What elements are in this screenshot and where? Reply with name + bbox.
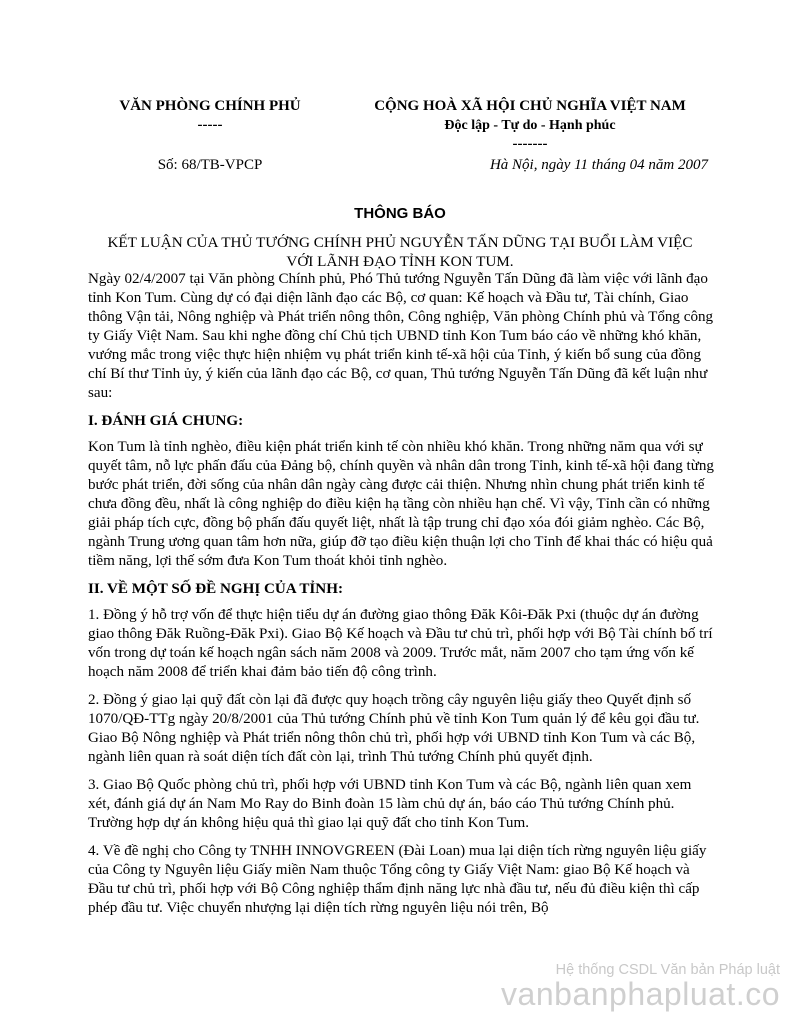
document-subtitle <box>88 233 712 271</box>
document-date: Hà Nội, ngày 11 tháng 04 năm 2007 <box>489 157 708 173</box>
issuing-agency-block <box>105 97 315 135</box>
document-title: THÔNG BÁO <box>354 205 446 222</box>
document-body <box>88 270 716 927</box>
section-2-heading: II. VỀ MỘT SỐ ĐỀ NGHỊ CỦA TỈNH: <box>88 581 343 597</box>
subtitle-line-2: VỚI LÃNH ĐẠO TỈNH KON TUM. <box>286 253 514 270</box>
section-1-paragraph: Kon Tum là tỉnh nghèo, điều kiện phát triển kinh tế còn nhiều khó khăn. Trong những năm qua với sự quyết tâm, nỗ lực phấn đấu của Đảng bộ, chính quyền và nhân dân trong Tỉnh, kinh tế-xã hội đang từng bước phát triển, đời sống của nhân dân ngày càng được cải thiện. Nhưng nhìn chung phát triển kinh tế chưa đồng đều, nhất là công nghiệp do điều kiện hạ tầng còn nhiều hạn chế. Vì vậy, Tỉnh cần có những giải pháp tích cực, đồng bộ phấn đấu quyết liệt, nhất là tập trung chỉ đạo xóa đói giảm nghèo. Các Bộ, ngành Trung ương quan tâm hơn nữa, giúp đỡ tạo điều kiện thuận lợi cho Tỉnh để khai thác có hiệu quả tiềm năng, lợi thế sớm đưa Kon Tum thoát khỏi tỉnh nghèo. <box>88 439 714 569</box>
section-1-heading: I. ĐÁNH GIÁ CHUNG: <box>88 413 244 429</box>
section-2-item-1: 1. Đồng ý hỗ trợ vốn để thực hiện tiểu dự án đường giao thông Đăk Kôi-Đăk Pxi (thuộc dự án đường giao thông Đăk Ruồng-Đăk Pxi). Giao Bộ Kế hoạch và Đầu tư chủ trì, phối hợp với Bộ Tài chính bố trí vốn trong dự toán kế hoạch ngân sách năm 2008 và 2009. Trước mắt, năm 2007 cho tạm ứng vốn kế hoạch năm 2008 để triển khai đảm bảo tiến độ công trình. <box>88 607 713 680</box>
section-2-item-4: 4. Về đề nghị cho Công ty TNHH INNOVGREEN (Đài Loan) mua lại diện tích rừng nguyên liệu giấy của Công ty Nguyên liệu Giấy miền Nam thuộc Tổng công ty Giấy Việt Nam: giao Bộ Kế hoạch và Đầu tư chủ trì, phối hợp với Bộ Công nghiệp thẩm định năng lực nhà đầu tư, nếu đủ điều kiện thì cấp phép đầu tư. Việc chuyển nhượng lại diện tích rừng nguyên liệu nói trên, Bộ <box>88 843 707 916</box>
watermark-caption: Hệ thống CSDL Văn bản Pháp luật <box>555 962 780 978</box>
motto-separator: ------- <box>512 136 548 152</box>
watermark-site: vanbanphapluat.co <box>501 976 780 1012</box>
agency-separator: ----- <box>197 117 223 133</box>
section-2-item-3: 3. Giao Bộ Quốc phòng chủ trì, phối hợp với UBND tỉnh Kon Tum và các Bộ, ngành liên quan xem xét, đánh giá dự án Nam Mo Ray do Binh đoàn 15 làm chủ dự án, báo cáo Thủ tướng Chính phủ. Trường hợp dự án không hiệu quả thì giao lại quỹ đất cho tỉnh Kon Tum. <box>88 777 692 831</box>
issuing-agency: VĂN PHÒNG CHÍNH PHỦ <box>119 98 301 114</box>
national-title-block <box>340 97 720 154</box>
national-motto: Độc lập - Tự do - Hạnh phúc <box>444 118 616 133</box>
document-number: Số: 68/TB-VPCP <box>157 157 263 173</box>
country-name: CỘNG HOÀ XÃ HỘI CHỦ NGHĨA VIỆT NAM <box>374 98 686 114</box>
section-2-item-2: 2. Đồng ý giao lại quỹ đất còn lại đã được quy hoạch trồng cây nguyên liệu giấy theo Quyết định số 1070/QĐ-TTg ngày 20/8/2001 của Thủ tướng Chính phủ về tỉnh Kon Tum quản lý để kêu gọi đầu tư. Giao Bộ Nông nghiệp và Phát triển nông thôn chủ trì, phối hợp với UBND tỉnh Kon Tum và các Bộ, ngành liên quan rà soát diện tích đất còn lại, trình Thủ tướng Chính phủ quyết định. <box>88 692 700 765</box>
subtitle-line-1: KẾT LUẬN CỦA THỦ TƯỚNG CHÍNH PHỦ NGUYỄN TẤN DŨNG TẠI BUỔI LÀM VIỆC <box>107 234 693 251</box>
intro-paragraph: Ngày 02/4/2007 tại Văn phòng Chính phủ, Phó Thủ tướng Nguyễn Tấn Dũng đã làm việc với lãnh đạo tỉnh Kon Tum. Cùng dự có đại diện lãnh đạo các Bộ, cơ quan: Kế hoạch và Đầu tư, Tài chính, Giao thông Vận tải, Nông nghiệp và Phát triển nông thôn, Công nghiệp, Văn phòng Chính phủ và Tổng công ty Giấy Việt Nam. Sau khi nghe đồng chí Chủ tịch UBND tỉnh Kon Tum báo cáo về những khó khăn, vướng mắc trong việc thực hiện nhiệm vụ phát triển kinh tế-xã hội của Tỉnh, ý kiến bổ sung của đồng chí Bí thư Tỉnh ủy, ý kiến của lãnh đạo các Bộ, cơ quan, Thủ tướng Nguyễn Tấn Dũng đã kết luận như sau: <box>88 271 714 401</box>
